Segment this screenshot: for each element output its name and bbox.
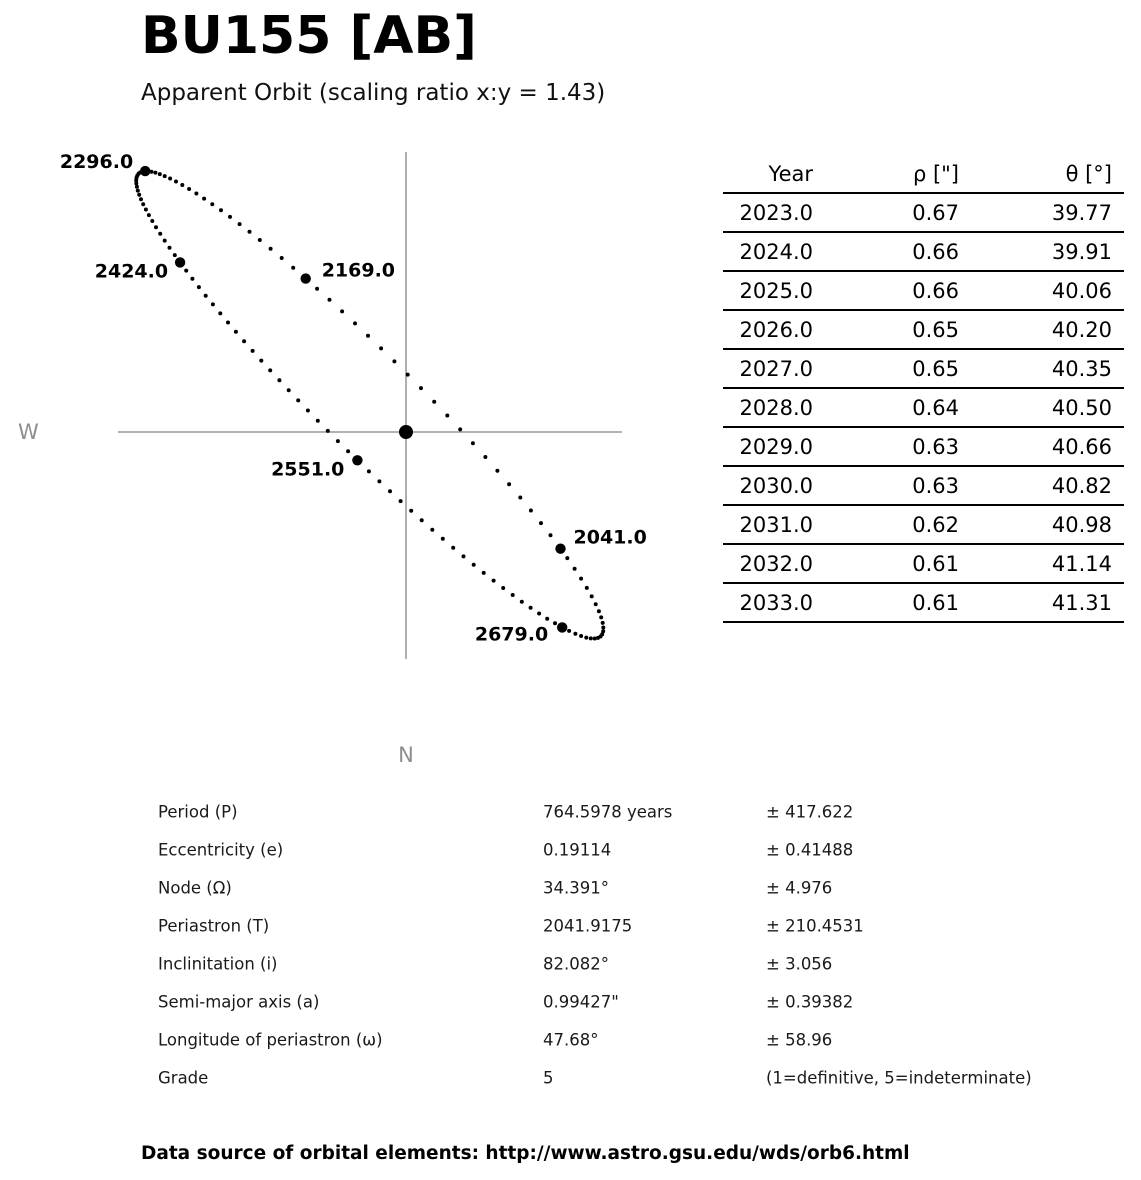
year-cell: 2026.0 xyxy=(723,310,813,349)
theta-cell: 40.06 xyxy=(959,271,1124,310)
orbit-dot xyxy=(228,215,232,219)
element-label: Grade xyxy=(158,1068,209,1088)
orbit-dot xyxy=(184,269,188,273)
ephemeris-header-row xyxy=(723,155,1124,193)
orbit-dot xyxy=(584,636,588,640)
ephemeris-row xyxy=(723,193,1124,232)
orbit-dot xyxy=(379,346,383,350)
orbit-dot xyxy=(529,509,533,513)
element-error: ± 0.39382 xyxy=(766,992,854,1012)
rho-cell: 0.61 xyxy=(813,544,959,583)
rho-cell: 0.63 xyxy=(813,466,959,505)
orbit-dot xyxy=(219,208,223,212)
orbit-dot xyxy=(483,455,487,459)
ephemeris-table xyxy=(723,155,1124,623)
orbit-dot xyxy=(211,302,215,306)
orbit-dot xyxy=(328,298,332,302)
orbit-dot xyxy=(234,330,238,334)
year-cell: 2032.0 xyxy=(723,544,813,583)
page-subtitle: Apparent Orbit (scaling ratio x:y = 1.43) xyxy=(141,80,606,106)
orbital-element-row xyxy=(0,831,1141,869)
orbit-dot xyxy=(353,321,357,325)
orbit-dot xyxy=(495,469,499,473)
orbit-dot xyxy=(296,398,300,402)
epoch-label: 2169.0 xyxy=(321,259,396,282)
ephemeris-row xyxy=(723,583,1124,622)
epoch-dot xyxy=(140,166,150,176)
orbit-dot xyxy=(590,594,594,598)
orbit-dot xyxy=(482,571,486,575)
column-header-year: Year xyxy=(723,155,813,193)
element-label: Inclinitation (i) xyxy=(158,954,278,974)
orbit-dot xyxy=(392,359,396,363)
theta-cell: 40.35 xyxy=(959,349,1124,388)
orbit-dot xyxy=(597,609,601,613)
element-error: ± 0.41488 xyxy=(766,840,854,860)
orbit-dot xyxy=(585,586,589,590)
orbit-dot xyxy=(599,615,603,619)
theta-cell: 40.50 xyxy=(959,388,1124,427)
element-value: 34.391° xyxy=(543,878,609,898)
orbit-dot xyxy=(173,253,177,257)
rho-cell: 0.65 xyxy=(813,310,959,349)
orbit-dot xyxy=(197,285,201,289)
theta-cell: 39.77 xyxy=(959,193,1124,232)
orbit-dot xyxy=(529,606,533,610)
orbit-dot xyxy=(492,579,496,583)
orbit-dot xyxy=(462,554,466,558)
orbit-dot xyxy=(441,537,445,541)
epoch-label: 2424.0 xyxy=(94,260,169,283)
orbit-dot xyxy=(141,202,145,206)
orbit-dot xyxy=(336,439,340,443)
year-cell: 2023.0 xyxy=(723,193,813,232)
orbit-dot xyxy=(280,256,284,260)
element-error: ± 4.976 xyxy=(766,878,833,898)
orbit-dot xyxy=(277,378,281,382)
orbit-dot xyxy=(306,409,310,413)
axis-cross xyxy=(118,152,622,659)
orbit-dot xyxy=(340,309,344,313)
orbit-dot xyxy=(501,586,505,590)
orbit-dot xyxy=(458,427,462,431)
epoch-label: 2679.0 xyxy=(474,623,549,646)
rho-cell: 0.62 xyxy=(813,505,959,544)
element-error: ± 210.4531 xyxy=(766,916,864,936)
element-label: Longitude of periastron (ω) xyxy=(158,1030,383,1050)
orbit-dot xyxy=(242,339,246,343)
orbit-ellipse-dots xyxy=(134,169,605,640)
year-cell: 2031.0 xyxy=(723,505,813,544)
column-header-rho: ρ ["] xyxy=(813,155,959,193)
orbit-dot xyxy=(194,192,198,196)
orbit-dot xyxy=(163,239,167,243)
orbit-dot xyxy=(601,629,605,633)
orbit-dot xyxy=(601,626,605,630)
element-value: 82.082° xyxy=(543,954,609,974)
west-axis-label: W xyxy=(18,420,39,444)
ephemeris-row xyxy=(723,310,1124,349)
orbit-dot xyxy=(367,469,371,473)
orbit-dot xyxy=(150,219,154,223)
rho-cell: 0.66 xyxy=(813,232,959,271)
theta-cell: 40.82 xyxy=(959,466,1124,505)
theta-cell: 40.20 xyxy=(959,310,1124,349)
theta-cell: 41.14 xyxy=(959,544,1124,583)
year-cell: 2025.0 xyxy=(723,271,813,310)
orbit-dot xyxy=(268,368,272,372)
ephemeris-row xyxy=(723,388,1124,427)
orbit-dot xyxy=(287,388,291,392)
epoch-dot xyxy=(301,273,311,283)
orbit-dot xyxy=(258,238,262,242)
element-value: 0.19114 xyxy=(543,840,612,860)
data-source-footer: Data source of orbital elements: http://www.astro.gsu.edu/wds/orb6.html xyxy=(141,1143,910,1164)
epoch-dot xyxy=(557,622,567,632)
orbital-element-row xyxy=(0,1021,1141,1059)
orbit-dot xyxy=(259,359,263,363)
element-value: 2041.9175 xyxy=(543,916,633,936)
orbit-dot xyxy=(539,521,543,525)
ephemeris-row xyxy=(723,271,1124,310)
orbit-dot xyxy=(269,247,273,251)
orbit-dot xyxy=(134,181,138,185)
orbit-dot xyxy=(204,294,208,298)
page-title: BU155 [AB] xyxy=(141,6,477,66)
orbit-dot xyxy=(471,441,475,445)
column-header-theta: θ [°] xyxy=(959,155,1124,193)
orbital-element-row xyxy=(0,869,1141,907)
orbit-dot xyxy=(520,600,524,604)
theta-cell: 40.98 xyxy=(959,505,1124,544)
orbit-dot xyxy=(377,479,381,483)
orbit-dot xyxy=(545,617,549,621)
orbit-dot xyxy=(511,593,515,597)
element-value: 764.5978 years xyxy=(543,802,673,822)
orbit-dot xyxy=(579,577,583,581)
orbit-dot xyxy=(248,230,252,234)
epoch-dot xyxy=(352,455,362,465)
orbit-dot xyxy=(567,629,571,633)
year-cell: 2024.0 xyxy=(723,232,813,271)
orbit-dot xyxy=(202,197,206,201)
orbit-dot xyxy=(573,632,577,636)
element-error: (1=definitive, 5=indeterminate) xyxy=(766,1068,1032,1088)
orbit-dot xyxy=(168,246,172,250)
theta-cell: 41.31 xyxy=(959,583,1124,622)
element-value: 5 xyxy=(543,1068,554,1088)
orbit-dot xyxy=(316,419,320,423)
orbit-dot xyxy=(158,232,162,236)
rho-cell: 0.65 xyxy=(813,349,959,388)
north-axis-label: N xyxy=(398,743,414,767)
orbit-dot xyxy=(210,202,214,206)
year-cell: 2033.0 xyxy=(723,583,813,622)
orbit-dot xyxy=(594,602,598,606)
orbit-dot xyxy=(579,634,583,638)
orbital-element-row xyxy=(0,945,1141,983)
element-value: 0.99427" xyxy=(543,992,619,1012)
orbit-dot xyxy=(573,567,577,571)
orbit-dot xyxy=(153,171,157,175)
orbit-dot xyxy=(537,612,541,616)
orbit-dot xyxy=(432,400,436,404)
orbit-dot xyxy=(399,499,403,503)
orbit-dot xyxy=(180,183,184,187)
orbit-dot xyxy=(451,546,455,550)
orbit-dot xyxy=(553,621,557,625)
epoch-dot xyxy=(175,257,185,267)
element-label: Period (P) xyxy=(158,802,238,822)
year-cell: 2028.0 xyxy=(723,388,813,427)
orbit-dot xyxy=(315,287,319,291)
ephemeris-row xyxy=(723,427,1124,466)
orbit-dot xyxy=(218,311,222,315)
theta-cell: 40.66 xyxy=(959,427,1124,466)
orbit-dot xyxy=(135,185,139,189)
ephemeris-row xyxy=(723,505,1124,544)
element-label: Eccentricity (e) xyxy=(158,840,284,860)
orbit-dot xyxy=(420,518,424,522)
orbit-dot xyxy=(406,373,410,377)
element-error: ± 417.622 xyxy=(766,802,854,822)
orbit-dot xyxy=(419,386,423,390)
epoch-label: 2551.0 xyxy=(271,458,345,481)
orbit-dot xyxy=(549,533,553,537)
orbit-dot xyxy=(168,177,172,181)
orbit-dot xyxy=(158,172,162,176)
orbit-dot xyxy=(346,449,350,453)
orbit-dot xyxy=(366,334,370,338)
element-label: Periastron (T) xyxy=(158,916,270,936)
orbit-dot xyxy=(291,266,295,270)
orbit-dot xyxy=(409,509,413,513)
orbit-dot xyxy=(226,321,230,325)
element-error: ± 3.056 xyxy=(766,954,833,974)
primary-star-dot xyxy=(399,425,413,439)
year-cell: 2030.0 xyxy=(723,466,813,505)
epoch-markers xyxy=(60,151,647,645)
orbit-dot xyxy=(565,556,569,560)
orbit-dot xyxy=(518,496,522,500)
element-label: Semi-major axis (a) xyxy=(158,992,320,1012)
element-value: 47.68° xyxy=(543,1030,599,1050)
orbit-dot xyxy=(163,174,167,178)
epoch-dot xyxy=(555,544,565,554)
orbit-dot xyxy=(472,563,476,567)
epoch-label: 2041.0 xyxy=(573,526,647,549)
orbit-dot xyxy=(154,225,158,229)
rho-cell: 0.66 xyxy=(813,271,959,310)
year-cell: 2029.0 xyxy=(723,427,813,466)
ephemeris-row xyxy=(723,349,1124,388)
orbital-element-row xyxy=(0,907,1141,945)
theta-cell: 39.91 xyxy=(959,232,1124,271)
year-cell: 2027.0 xyxy=(723,349,813,388)
element-label: Node (Ω) xyxy=(158,878,232,898)
orbit-dot xyxy=(139,197,143,201)
epoch-label: 2296.0 xyxy=(59,151,134,174)
orbit-dot xyxy=(136,189,140,193)
orbit-dot xyxy=(589,636,593,640)
element-error: ± 58.96 xyxy=(766,1030,833,1050)
rho-cell: 0.63 xyxy=(813,427,959,466)
orbit-dot xyxy=(190,277,194,281)
orbit-dot xyxy=(147,213,151,217)
rho-cell: 0.61 xyxy=(813,583,959,622)
orbit-dot xyxy=(174,180,178,184)
rho-cell: 0.67 xyxy=(813,193,959,232)
orbit-dot xyxy=(507,482,511,486)
orbital-element-row xyxy=(0,983,1141,1021)
orbit-dot xyxy=(137,193,141,197)
orbit-dot xyxy=(388,489,392,493)
orbital-element-row xyxy=(0,793,1141,831)
orbit-dot xyxy=(251,349,255,353)
ephemeris-row xyxy=(723,544,1124,583)
orbit-dot xyxy=(144,208,148,212)
ephemeris-row xyxy=(723,466,1124,505)
orbit-dot xyxy=(326,429,330,433)
orbit-dot xyxy=(601,621,605,625)
orbit-dot xyxy=(187,187,191,191)
orbit-dot xyxy=(430,528,434,532)
orbital-element-row xyxy=(0,1059,1141,1097)
ephemeris-row xyxy=(723,232,1124,271)
orbit-plot xyxy=(0,0,700,780)
rho-cell: 0.64 xyxy=(813,388,959,427)
orbit-dot xyxy=(445,414,449,418)
orbit-dot xyxy=(238,222,242,226)
orbital-elements-list xyxy=(0,793,1141,1097)
ephemeris-table-body xyxy=(723,193,1124,622)
